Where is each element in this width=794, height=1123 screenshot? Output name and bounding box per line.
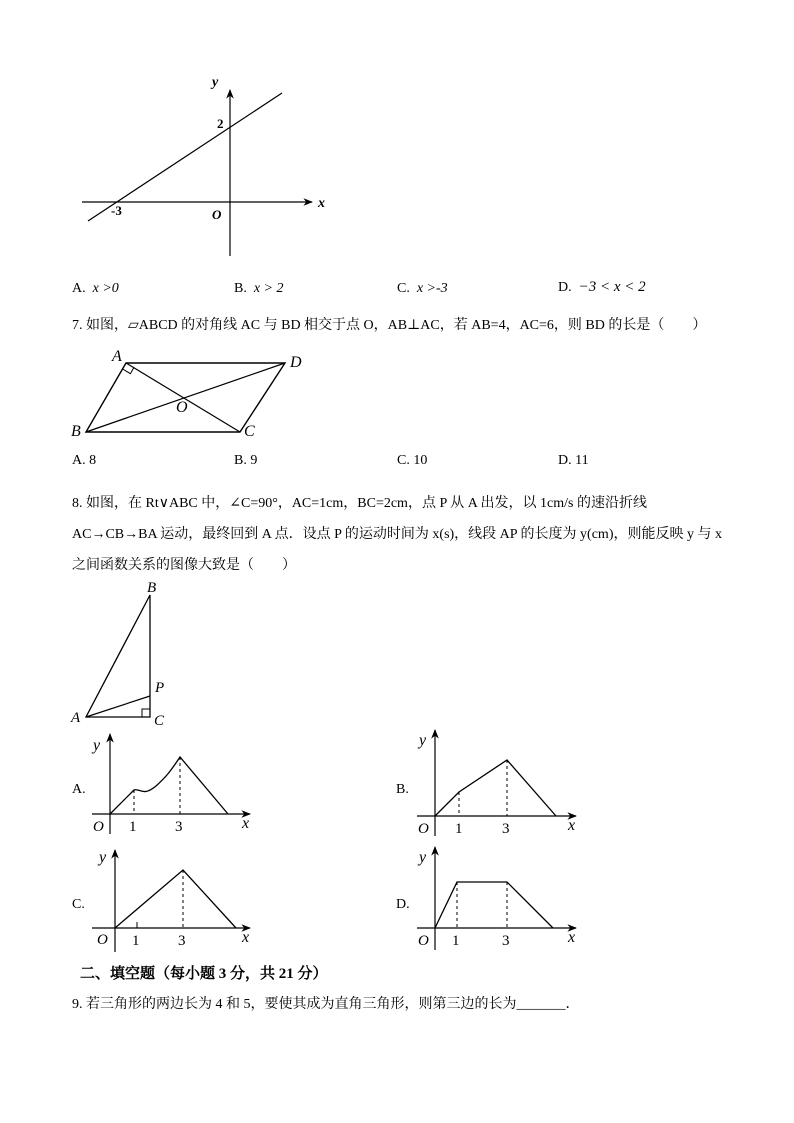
q7-stem: 7. 如图，▱ABCD 的对角线 AC 与 BD 相交于点 O，AB⊥AC，若 AB=4，AC=6，则 BD 的长是（ ） bbox=[72, 318, 707, 333]
q8-graph-b-y: y bbox=[419, 732, 427, 749]
q9-stem: 9. 若三角形的两边长为 4 和 5，要使其成为直角三角形，则第三边的长为_______． bbox=[72, 997, 580, 1012]
q7-label-o: O bbox=[176, 399, 188, 416]
q8-label-a: A bbox=[71, 710, 81, 726]
q8-stem-line-1: 8. 如图，在 Rt∨ABC 中，∠C=90°，AC=1cm，BC=2cm，点 P 从 A 出发，以 1cm/s 的速沿折线 bbox=[72, 496, 647, 511]
q8-graph-d-o: O bbox=[418, 933, 429, 949]
option-text: x > 2 bbox=[253, 281, 284, 296]
option-text: 8 bbox=[89, 453, 97, 468]
option-letter: A. bbox=[72, 281, 86, 296]
q8-label-p: P bbox=[155, 680, 165, 696]
q7-label-a: A bbox=[112, 348, 122, 365]
section-2-title: 二、填空题（每小题 3 分，共 21 分） bbox=[80, 966, 328, 982]
option-letter: B. bbox=[234, 453, 247, 468]
option-letter: D. bbox=[558, 453, 572, 468]
q8-graph-a[interactable] bbox=[72, 734, 250, 835]
q8-graph-c-1: 1 bbox=[132, 933, 140, 949]
q8-label-c: C bbox=[154, 713, 165, 729]
q8-graph-d-3: 3 bbox=[502, 933, 510, 949]
option-text: x >0 bbox=[92, 281, 119, 296]
q8-graph-b-o: O bbox=[418, 821, 429, 837]
q8-graph-d-letter: D. bbox=[396, 897, 410, 912]
q8-graph-c-letter: C. bbox=[72, 897, 85, 912]
option-letter: C. bbox=[397, 281, 410, 296]
q8-stem-line-2: AC→CB→BA 运动，最终回到 A 点．设点 P 的运动时间为 x(s)，线段 AP 的长度为 y(cm)，则能反映 y 与 x bbox=[72, 527, 722, 542]
q8-graph-a-y: y bbox=[93, 737, 101, 754]
q8-graph-a-1: 1 bbox=[129, 819, 137, 835]
option-text: x >-3 bbox=[416, 281, 448, 296]
q8-graph-d-x: x bbox=[568, 929, 576, 946]
q8-graph-d-y: y bbox=[419, 849, 427, 866]
q8-graph-a-x: x bbox=[242, 815, 250, 832]
q7-label-d: D bbox=[290, 354, 302, 371]
q8-graph-c-3: 3 bbox=[178, 933, 186, 949]
q6-y-label: y bbox=[212, 75, 219, 90]
q7-label-c: C bbox=[244, 423, 255, 440]
option-letter: C. bbox=[397, 453, 410, 468]
q8-graph-b-letter: B. bbox=[396, 782, 409, 797]
q8-label-b: B bbox=[147, 580, 157, 596]
q8-graph-d[interactable] bbox=[396, 847, 576, 950]
q7-label-b: B bbox=[71, 423, 81, 440]
q8-graph-c-y: y bbox=[99, 849, 107, 866]
q8-graph-a-3: 3 bbox=[175, 819, 183, 835]
option-text: 11 bbox=[575, 453, 589, 468]
q6-y-intercept-label: 2 bbox=[217, 116, 224, 131]
q8-graph-c-x: x bbox=[242, 929, 250, 946]
option-letter: A. bbox=[72, 453, 86, 468]
q8-graph-a-letter: A. bbox=[72, 782, 86, 797]
q6-x-label: x bbox=[318, 196, 325, 211]
q8-graph-a-o: O bbox=[93, 819, 104, 835]
q8-graph-b-3: 3 bbox=[502, 821, 510, 837]
option-letter: D. bbox=[558, 280, 572, 295]
q8-graph-b-x: x bbox=[568, 817, 576, 834]
q6-x-intercept-label: -3 bbox=[111, 203, 122, 218]
q8-stem-line-3: 之间函数关系的图像大致是（ ） bbox=[72, 558, 296, 573]
q6-origin-label: O bbox=[212, 207, 222, 222]
option-text: 9 bbox=[250, 453, 258, 468]
q8-graph-c[interactable] bbox=[72, 849, 250, 952]
option-text: −3 < x < 2 bbox=[578, 279, 646, 295]
q8-graph-b[interactable] bbox=[396, 730, 576, 837]
q8-graph-d-1: 1 bbox=[452, 933, 460, 949]
option-letter: B. bbox=[234, 281, 247, 296]
q8-graph-b-1: 1 bbox=[455, 821, 463, 837]
q8-graph-c-o: O bbox=[97, 932, 108, 948]
option-text: 10 bbox=[413, 453, 428, 468]
